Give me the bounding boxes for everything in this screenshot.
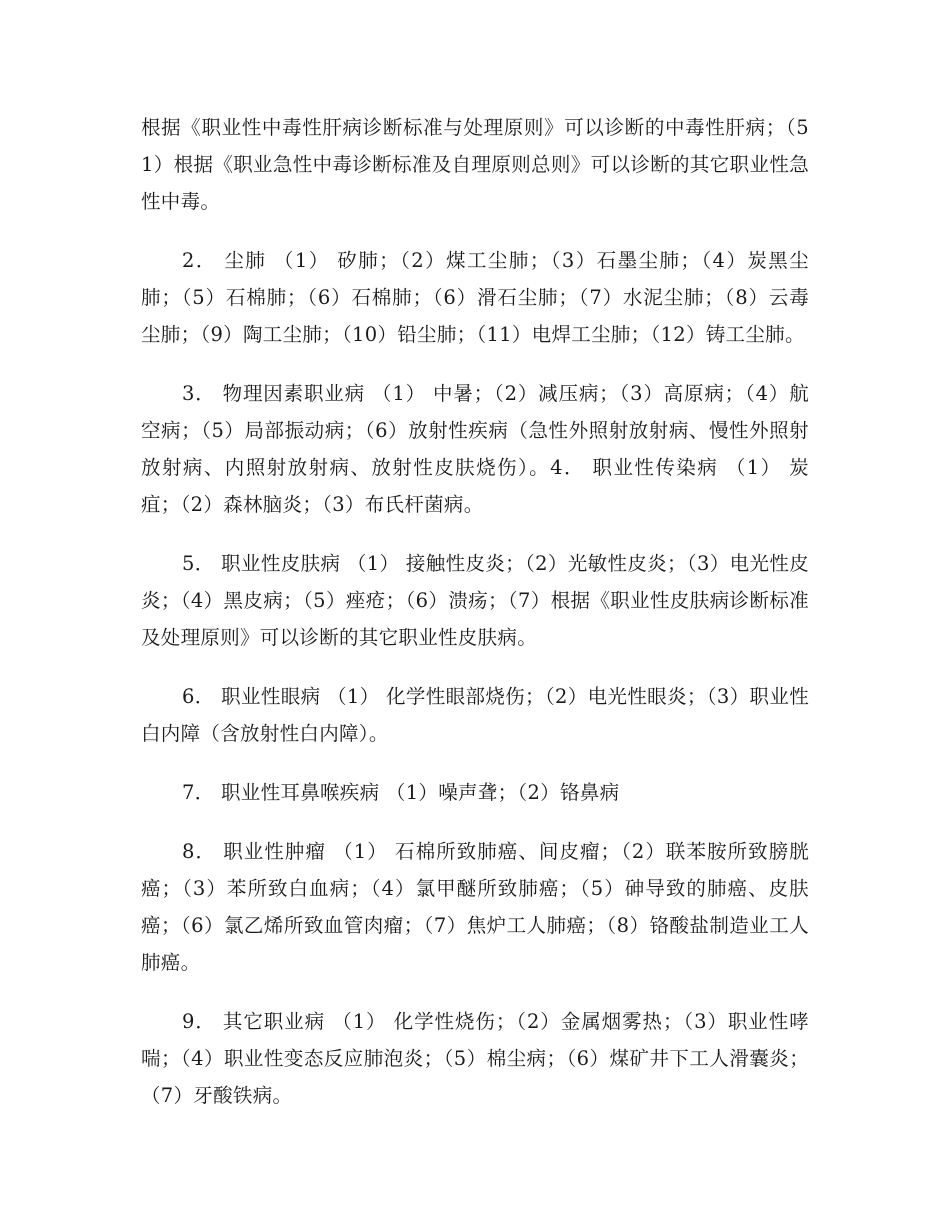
document-page xyxy=(141,109,809,1136)
paragraph-skin-diseases: 5． 职业性皮肤病 （1） 接触性皮炎；（2）光敏性皮炎；（3）电光性皮炎；（4）黑皮病；（5）痤疮；（6）溃疡；（7）根据《职业性皮肤病诊断标准及处理原则》可以诊断的其它职业性皮肤病。 xyxy=(141,552,809,649)
paragraph-poisoning-continued: 根据《职业性中毒性肝病诊断标准与处理原则》可以诊断的中毒性肝病；（51）根据《职业急性中毒诊断标准及自理原则总则》可以诊断的其它职业性急性中毒。 xyxy=(141,116,809,213)
paragraph-other-diseases: 9． 其它职业病 （1） 化学性烧伤；（2）金属烟雾热；（3）职业性哮喘；（4）职业性变态反应肺泡炎；（5）棉尘病；（6）煤矿井下工人滑囊炎；（7）牙酸铁病。 xyxy=(141,1010,809,1107)
paragraph-eye-diseases: 6． 职业性眼病 （1） 化学性眼部烧伤；（2）电光性眼炎；（3）职业性白内障（含放射性白内障）。 xyxy=(141,685,809,745)
paragraph-ent-diseases: 7． 职业性耳鼻喉疾病 （1）噪声聋；（2）铬鼻病 xyxy=(182,781,620,804)
paragraph-tumors: 8． 职业性肿瘤 （1） 石棉所致肺癌、间皮瘤；（2）联苯胺所致膀胱癌；（3）苯所致白血病；（4）氯甲醚所致肺癌；（5）砷导致的肺癌、皮肤癌；（6）氯乙烯所致血管肉瘤；（7）焦炉工人肺癌；（8）铬酸盐制造业工人肺癌。 xyxy=(141,840,809,974)
paragraph-physical-factors: 3． 物理因素职业病 （1） 中暑；（2）减压病；（3）高原病；（4）航空病；（5）局部振动病；（6）放射性疾病（急性外照射放射病、慢性外照射放射病、内照射放射病、放射性皮肤烧伤）。4． 职业性传染病 （1） 炭疽；（2）森林脑炎；（3）布氏杆菌病。 xyxy=(141,382,809,516)
paragraph-pneumoconiosis: 2． 尘肺 （1） 矽肺；（2）煤工尘肺；（3）石墨尘肺；（4）炭黑尘肺；（5）石棉肺；（6）石棉肺；（6）滑石尘肺；（7）水泥尘肺；（8）云毒尘肺；（9）陶工尘肺；（10）铅尘肺；（11）电焊工尘肺；（12）铸工尘肺。 xyxy=(141,249,809,346)
